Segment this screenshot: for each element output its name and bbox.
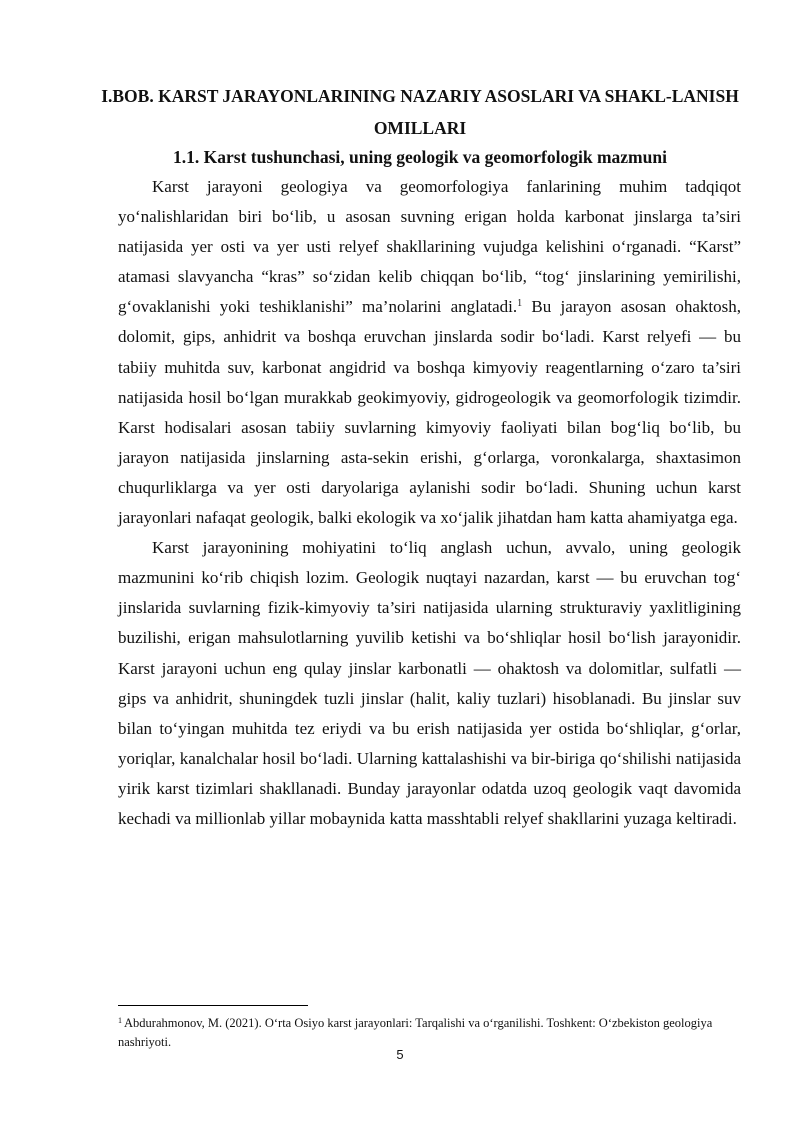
- footnote: [118, 1014, 741, 1052]
- footnote-mark: 1: [118, 1016, 122, 1025]
- body-text: [118, 172, 741, 834]
- paragraph-1-text-a: Karst jarayoni geologiya va geomorfologiya fanlarining muhim tadqiqot yo‘nalishlaridan biri bo‘lib, u asosan suvning erigan holda karbonat jinslarga ta’siri natijasida yer osti va yer usti relyef shakllarining vujudga kelishini o‘rganadi. “Karst” atamasi slavyancha “kras” so‘zidan kelib chiqqan bo‘lib, “tog‘ jinslarining yemirilishi, g‘ovaklanishi yoki teshiklanishi” ma’nolarini anglatadi.: [118, 177, 741, 317]
- paragraph-1-text-b: Bu jarayon asosan ohaktosh, dolomit, gips, anhidrit va boshqa eruvchan jinslarda sodir bo‘ladi. Karst relyefi — bu tabiiy muhitda suv, karbonat angidrid va boshqa kimyoviy reagentlarning o‘zaro ta’siri natijasida hosil bo‘lgan murakkab geokimyoviy, gidrogeologik va geomorfologik tizimdir. Karst hodisalari asosan tabiiy suvlarning kimyoviy faoliyati bilan bog‘liq bo‘lib, bu jarayon natijasida jinslarning asta-sekin erishi, g‘orlarga, voronkalarga, shaxtasimon chuqurliklarga va yer osti daryolariga aylanishi sodir bo‘ladi. Shuning uchun karst jarayonlari nafaqat geologik, balki ekologik va xo‘jalik jihatdan ham katta ahamiyatga ega.: [118, 297, 741, 528]
- section-title: 1.1. Karst tushunchasi, uning geologik va geomorfologik mazmuni: [173, 147, 667, 167]
- footnote-reference[interactable]: 1: [517, 298, 523, 310]
- paragraph-1: [118, 172, 741, 533]
- footnote-text: Abdurahmonov, M. (2021). O‘rta Osiyo karst jarayonlari: Tarqalishi va o‘rganilishi. Toshkent: O‘zbekiston geologiya nashriyoti.: [118, 1016, 713, 1049]
- chapter-title: I.BOB. KARST JARAYONLARINING NAZARIY ASOSLARI VA SHAKL-LANISH OMILLARI: [101, 86, 739, 138]
- footnote-separator: [118, 1005, 308, 1006]
- paragraph-2: Karst jarayonining mohiyatini to‘liq anglash uchun, avvalo, uning geologik mazmunini ko‘rib chiqish lozim. Geologik nuqtayi nazardan, karst — bu eruvchan tog‘ jinslarida suvlarning fizik-kimyoviy ta’siri natijasida ularning strukturaviy yaxlitligining buzilishi, erigan mahsulotlarning yuvilib ketishi va bo‘shliqlar hosil bo‘lish jarayonidir. Karst jarayoni uchun eng qulay jinslar karbonatli — ohaktosh va dolomitlar, sulfatli — gips va anhidrit, shuningdek tuzli jinslar (halit, kaliy tuzlari) hisoblanadi. Bu jinslar suv bilan to‘yingan muhitda tez eriydi va bu erish natijasida yer ostida bo‘shliqlar, g‘orlar, yoriqlar, kanalchalar hosil bo‘ladi. Ularning kattalashishi va bir-biriga qo‘shilishi natijasida yirik karst tizimlari shakllanadi. Bunday jarayonlar odatda uzoq geologik vaqt davomida kechadi va millionlab yillar mobaynida katta masshtabli relyef shakllarini yuzaga keltiradi.: [118, 538, 741, 828]
- page-number: 5: [396, 1047, 404, 1062]
